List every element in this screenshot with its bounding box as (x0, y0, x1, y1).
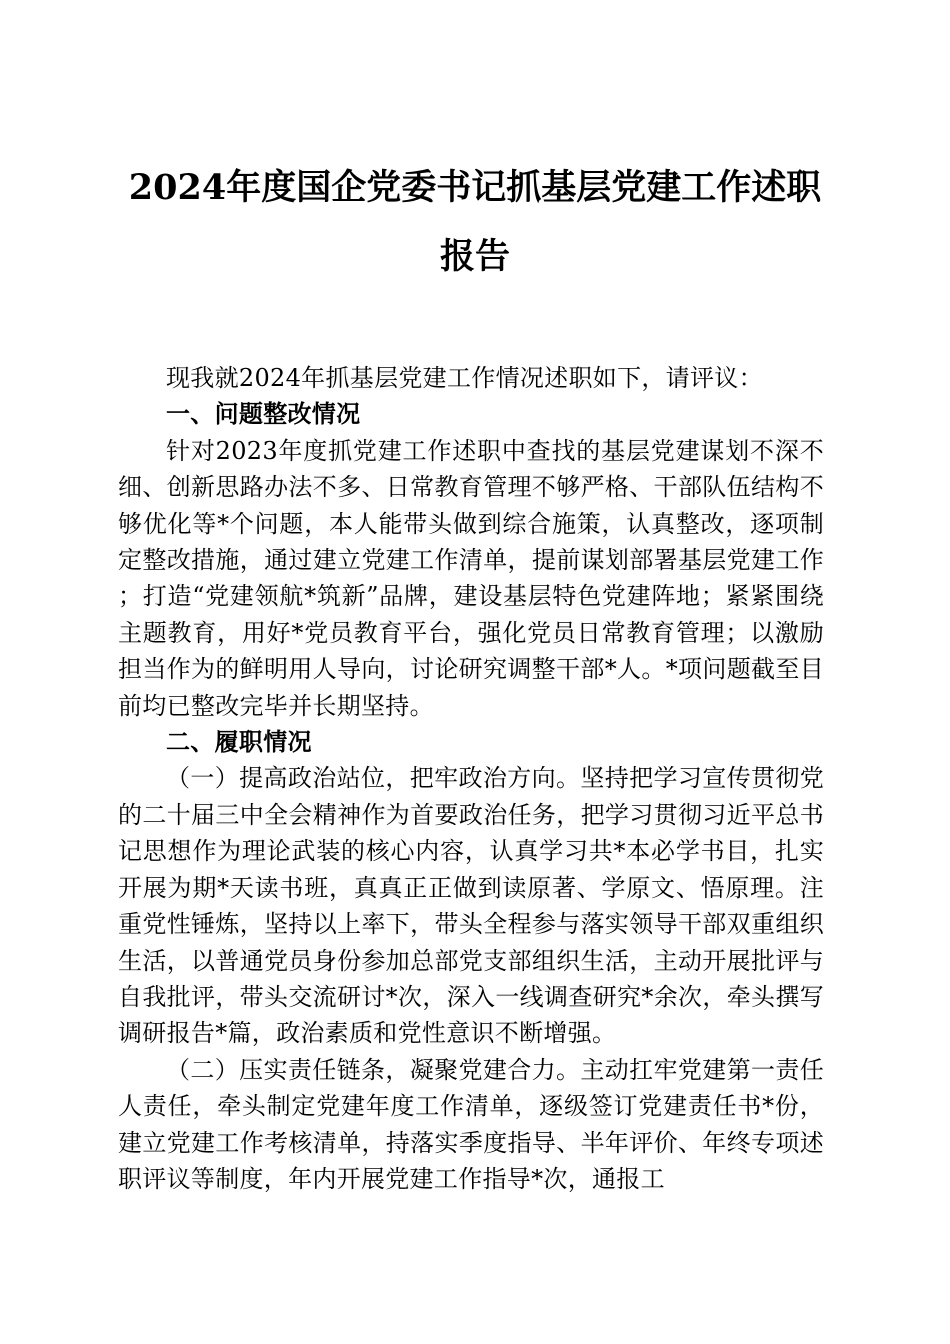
section-2-paragraph-1: （一）提高政治站位，把牢政治方向。坚持把学习宣传贯彻党的二十届三中全会精神作为首要政治任务，把学习贯彻习近平总书记思想作为理论武装的核心内容，认真学习共*本必学书目，扎实开展为期*天读书班，真真正正做到读原著、学原文、悟原理。注重党性锤炼，坚持以上率下，带头全程参与落实领导干部双重组织生活，以普通党员身份参加总部党支部组织生活，主动开展批评与自我批评，带头交流研讨*次，深入一线调查研究*余次，牵头撰写调研报告*篇，政治素质和党性意识不断增强。 (118, 764, 824, 1048)
document-title (118, 167, 832, 277)
section-2-heading: 二、履职情况 (166, 728, 312, 757)
intro-paragraph: 现我就2024年抓基层党建工作情况述职如下，请评议： (166, 364, 763, 392)
section-2-paragraph-2: （二）压实责任链条，凝聚党建合力。主动扛牢党建第一责任人责任，牵头制定党建年度工作清单，逐级签订党建责任书*份，建立党建工作考核清单，持落实季度指导、半年评价、年终专项述职评议等制度，年内开展党建工作指导*次，通报工 (118, 1055, 824, 1193)
section-1-paragraph: 针对2023年度抓党建工作述职中查找的基层党建谋划不深不细、创新思路办法不多、日常教育管理不够严格、干部队伍结构不够优化等*个问题，本人能带头做到综合施策，认真整改，逐项制定整改措施，通过建立党建工作清单，提前谋划部署基层党建工作；打造“党建领航*筑新”品牌，建设基层特色党建阵地；紧紧围绕主题教育，用好*党员教育平台，强化党员日常教育管理；以激励担当作为的鲜明用人导向，讨论研究调整干部*人。*项问题截至目前均已整改完毕并长期坚持。 (118, 436, 824, 720)
title-line-2: 报告 (439, 236, 510, 277)
section-1-heading: 一、问题整改情况 (166, 400, 361, 429)
document-body (118, 360, 824, 1197)
title-line-1: 2024年度国企党委书记抓基层党建工作述职 (128, 167, 822, 208)
